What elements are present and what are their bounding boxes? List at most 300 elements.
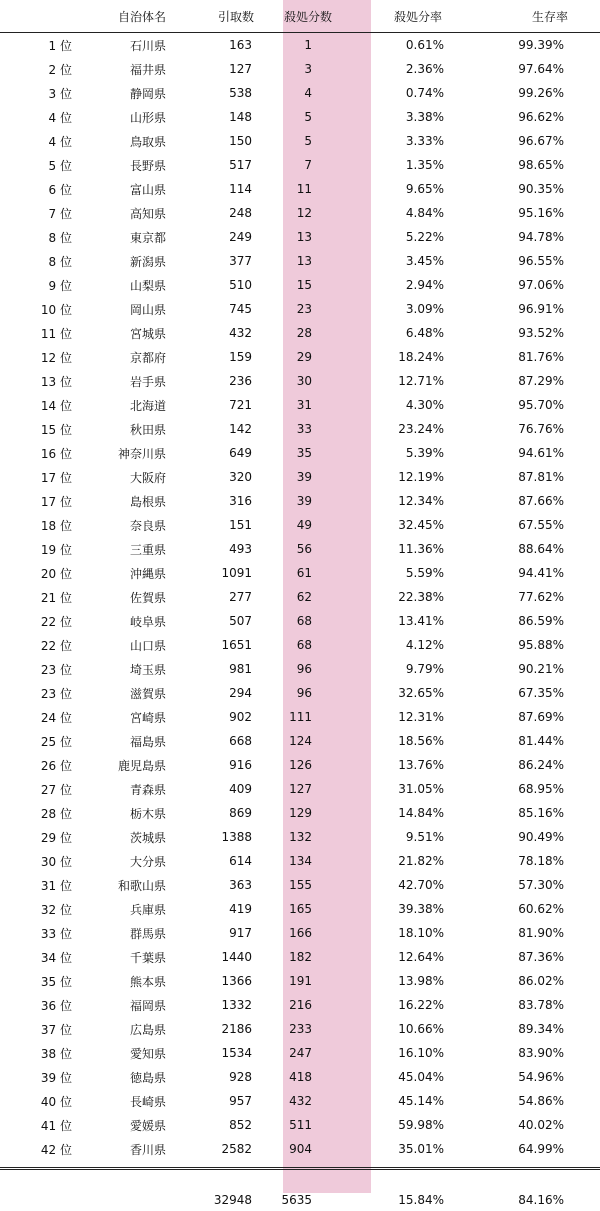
survival-cell: 90.21% — [518, 662, 564, 676]
header-rank — [0, 0, 72, 33]
kill-cell: 126 — [289, 758, 312, 772]
table-row — [0, 177, 600, 201]
name-cell: 茨城県 — [129, 830, 166, 845]
taken-cell: 902 — [229, 710, 252, 724]
table-row — [0, 345, 600, 369]
rank-label: 18 位 — [40, 518, 72, 533]
taken-cell: 142 — [229, 422, 252, 436]
survival-cell: 87.29% — [518, 374, 564, 388]
taken-cell: 2186 — [221, 1022, 252, 1036]
taken-cell: 1440 — [221, 950, 252, 964]
totals-kill: 5635 — [281, 1193, 312, 1207]
rank-label: 30 位 — [40, 854, 72, 869]
taken-cell: 316 — [229, 494, 252, 508]
kill-cell: 247 — [289, 1046, 312, 1060]
name-cell: 東京都 — [129, 230, 166, 245]
kill-cell: 233 — [289, 1022, 312, 1036]
survival-cell: 81.90% — [518, 926, 564, 940]
kill-rate-cell: 3.38% — [405, 110, 444, 124]
rank-cell — [0, 393, 72, 417]
kill-rate-cell: 16.22% — [398, 998, 444, 1012]
name-cell: 石川県 — [129, 38, 166, 53]
survival-cell: 97.64% — [518, 62, 564, 76]
table-row — [0, 393, 600, 417]
rank-cell — [0, 129, 72, 153]
kill-cell: 13 — [296, 230, 312, 244]
survival-cell: 87.66% — [518, 494, 564, 508]
kill-cell: 904 — [289, 1142, 312, 1156]
survival-cell: 81.76% — [518, 350, 564, 364]
rank-cell — [0, 105, 72, 129]
rank-label: 12 位 — [40, 350, 72, 365]
kill-cell: 61 — [296, 566, 312, 580]
taken-cell: 510 — [229, 278, 252, 292]
table-row — [0, 897, 600, 921]
rank-cell — [0, 561, 72, 585]
taken-cell: 1332 — [221, 998, 252, 1012]
name-cell: 高知県 — [129, 206, 166, 221]
kill-rate-cell: 14.84% — [398, 806, 444, 820]
table-row — [0, 1065, 600, 1089]
rank-label: 13 位 — [40, 374, 72, 389]
rank-cell — [0, 729, 72, 753]
taken-cell: 668 — [229, 734, 252, 748]
rank-label: 42 位 — [40, 1142, 72, 1157]
survival-cell: 67.35% — [518, 686, 564, 700]
kill-rate-cell: 13.76% — [398, 758, 444, 772]
table-row — [0, 129, 600, 153]
rank-label: 14 位 — [40, 398, 72, 413]
taken-cell: 419 — [229, 902, 252, 916]
kill-cell: 3 — [304, 62, 312, 76]
rank-label: 1 位 — [48, 38, 72, 53]
table-row — [0, 753, 600, 777]
rank-cell — [0, 777, 72, 801]
kill-cell: 56 — [296, 542, 312, 556]
kill-cell: 62 — [296, 590, 312, 604]
survival-cell: 68.95% — [518, 782, 564, 796]
rank-cell — [0, 585, 72, 609]
survival-cell: 89.34% — [518, 1022, 564, 1036]
taken-cell: 1651 — [221, 638, 252, 652]
survival-cell: 40.02% — [518, 1118, 564, 1132]
kill-rate-cell: 2.36% — [405, 62, 444, 76]
name-cell: 兵庫県 — [129, 902, 166, 917]
kill-rate-cell: 5.59% — [405, 566, 444, 580]
kill-cell: 29 — [296, 350, 312, 364]
survival-cell: 96.67% — [518, 134, 564, 148]
rank-label: 22 位 — [40, 638, 72, 653]
totals-divider — [0, 1167, 600, 1170]
rank-label: 36 位 — [40, 998, 72, 1013]
kill-rate-cell: 21.82% — [398, 854, 444, 868]
taken-cell: 236 — [229, 374, 252, 388]
taken-cell: 745 — [229, 302, 252, 316]
kill-cell: 96 — [296, 662, 312, 676]
kill-rate-cell: 45.14% — [398, 1094, 444, 1108]
rank-label: 29 位 — [40, 830, 72, 845]
header-survival: 生存率 — [462, 0, 600, 33]
taken-cell: 869 — [229, 806, 252, 820]
taken-cell: 1388 — [221, 830, 252, 844]
kill-cell: 28 — [296, 326, 312, 340]
survival-cell: 95.16% — [518, 206, 564, 220]
rank-cell — [0, 489, 72, 513]
survival-cell: 83.90% — [518, 1046, 564, 1060]
kill-cell: 165 — [289, 902, 312, 916]
taken-cell: 159 — [229, 350, 252, 364]
taken-cell: 493 — [229, 542, 252, 556]
header-kill-rate: 殺処分率 — [342, 0, 462, 33]
table-row — [0, 513, 600, 537]
name-cell: 徳島県 — [129, 1070, 166, 1085]
rank-label: 41 位 — [40, 1118, 72, 1133]
rank-label: 10 位 — [40, 302, 72, 317]
rank-label: 4 位 — [48, 134, 72, 149]
kill-rate-cell: 0.74% — [405, 86, 444, 100]
rank-cell — [0, 873, 72, 897]
table-row — [0, 465, 600, 489]
kill-rate-cell: 9.79% — [405, 662, 444, 676]
name-cell: 青森県 — [129, 782, 166, 797]
table-row — [0, 729, 600, 753]
rank-cell — [0, 345, 72, 369]
rank-label: 24 位 — [40, 710, 72, 725]
table-row — [0, 1113, 600, 1137]
table-row — [0, 105, 600, 129]
header-kill: 殺処分数 — [262, 0, 342, 33]
kill-cell: 432 — [289, 1094, 312, 1108]
taken-cell: 614 — [229, 854, 252, 868]
taken-cell: 649 — [229, 446, 252, 460]
survival-cell: 64.99% — [518, 1142, 564, 1156]
rank-label: 7 位 — [48, 206, 72, 221]
survival-cell: 94.41% — [518, 566, 564, 580]
rank-label: 3 位 — [48, 86, 72, 101]
taken-cell: 2582 — [221, 1142, 252, 1156]
survival-cell: 76.76% — [518, 422, 564, 436]
kill-rate-cell: 32.65% — [398, 686, 444, 700]
name-cell: 大分県 — [129, 854, 166, 869]
header-taken: 引取数 — [172, 0, 262, 33]
survival-cell: 86.59% — [518, 614, 564, 628]
rank-label: 2 位 — [48, 62, 72, 77]
survival-cell: 54.96% — [518, 1070, 564, 1084]
survival-cell: 96.55% — [518, 254, 564, 268]
kill-rate-cell: 11.36% — [398, 542, 444, 556]
kill-cell: 132 — [289, 830, 312, 844]
rank-label: 32 位 — [40, 902, 72, 917]
taken-cell: 320 — [229, 470, 252, 484]
rank-label: 9 位 — [48, 278, 72, 293]
table-row — [0, 681, 600, 705]
kill-rate-cell: 4.84% — [405, 206, 444, 220]
kill-rate-cell: 12.34% — [398, 494, 444, 508]
taken-cell: 249 — [229, 230, 252, 244]
rank-cell — [0, 969, 72, 993]
rank-label: 19 位 — [40, 542, 72, 557]
rank-cell — [0, 945, 72, 969]
kill-cell: 31 — [296, 398, 312, 412]
taken-cell: 852 — [229, 1118, 252, 1132]
name-cell: 富山県 — [129, 182, 166, 197]
survival-cell: 87.81% — [518, 470, 564, 484]
rank-label: 27 位 — [40, 782, 72, 797]
table-row — [0, 777, 600, 801]
name-cell: 佐賀県 — [129, 590, 166, 605]
taken-cell: 517 — [229, 158, 252, 172]
kill-cell: 12 — [296, 206, 312, 220]
kill-cell: 39 — [296, 494, 312, 508]
name-cell: 岐阜県 — [129, 614, 166, 629]
kill-cell: 23 — [296, 302, 312, 316]
name-cell: 新潟県 — [129, 254, 166, 269]
table-row — [0, 657, 600, 681]
survival-cell: 99.26% — [518, 86, 564, 100]
rank-cell — [0, 993, 72, 1017]
rank-cell — [0, 249, 72, 273]
kill-rate-cell: 18.56% — [398, 734, 444, 748]
kill-rate-cell: 12.31% — [398, 710, 444, 724]
survival-cell: 78.18% — [518, 854, 564, 868]
rank-label: 6 位 — [48, 182, 72, 197]
rank-cell — [0, 1113, 72, 1137]
survival-cell: 57.30% — [518, 878, 564, 892]
taken-cell: 377 — [229, 254, 252, 268]
table-row — [0, 585, 600, 609]
kill-cell: 134 — [289, 854, 312, 868]
kill-rate-cell: 12.64% — [398, 950, 444, 964]
name-cell: 熊本県 — [129, 974, 166, 989]
rank-cell — [0, 1041, 72, 1065]
survival-cell: 90.35% — [518, 182, 564, 196]
kill-rate-cell: 42.70% — [398, 878, 444, 892]
table-row — [0, 969, 600, 993]
kill-cell: 511 — [289, 1118, 312, 1132]
kill-rate-cell: 39.38% — [398, 902, 444, 916]
survival-cell: 93.52% — [518, 326, 564, 340]
rank-label: 23 位 — [40, 662, 72, 677]
kill-cell: 216 — [289, 998, 312, 1012]
table-row — [0, 609, 600, 633]
table-row — [0, 825, 600, 849]
kill-rate-cell: 35.01% — [398, 1142, 444, 1156]
survival-cell: 88.64% — [518, 542, 564, 556]
rank-label: 39 位 — [40, 1070, 72, 1085]
kill-cell: 166 — [289, 926, 312, 940]
taken-cell: 150 — [229, 134, 252, 148]
table-row — [0, 321, 600, 345]
kill-cell: 418 — [289, 1070, 312, 1084]
rank-label: 5 位 — [48, 158, 72, 173]
kill-rate-cell: 5.39% — [405, 446, 444, 460]
table-row — [0, 369, 600, 393]
rank-cell — [0, 609, 72, 633]
name-cell: 岩手県 — [129, 374, 166, 389]
taken-cell: 409 — [229, 782, 252, 796]
name-cell: 愛媛県 — [129, 1118, 166, 1133]
taken-cell: 507 — [229, 614, 252, 628]
kill-rate-cell: 6.48% — [405, 326, 444, 340]
rank-label: 23 位 — [40, 686, 72, 701]
survival-cell: 96.62% — [518, 110, 564, 124]
table-row — [0, 1089, 600, 1113]
taken-cell: 277 — [229, 590, 252, 604]
name-cell: 秋田県 — [129, 422, 166, 437]
table-row — [0, 1017, 600, 1041]
kill-rate-cell: 13.41% — [398, 614, 444, 628]
survival-cell: 87.36% — [518, 950, 564, 964]
table-row — [0, 801, 600, 825]
survival-cell: 86.24% — [518, 758, 564, 772]
kill-rate-cell: 23.24% — [398, 422, 444, 436]
taken-cell: 363 — [229, 878, 252, 892]
rank-cell — [0, 681, 72, 705]
survival-cell: 87.69% — [518, 710, 564, 724]
kill-rate-cell: 2.94% — [405, 278, 444, 292]
kill-cell: 191 — [289, 974, 312, 988]
rank-label: 35 位 — [40, 974, 72, 989]
rank-label: 26 位 — [40, 758, 72, 773]
survival-cell: 95.70% — [518, 398, 564, 412]
rank-label: 31 位 — [40, 878, 72, 893]
rank-label: 21 位 — [40, 590, 72, 605]
rank-cell — [0, 849, 72, 873]
rank-label: 22 位 — [40, 614, 72, 629]
table-row — [0, 1137, 600, 1161]
kill-rate-cell: 0.61% — [405, 38, 444, 52]
table-row — [0, 33, 600, 58]
rank-cell — [0, 57, 72, 81]
rank-cell — [0, 441, 72, 465]
kill-rate-cell: 9.65% — [405, 182, 444, 196]
rank-label: 37 位 — [40, 1022, 72, 1037]
rank-label: 11 位 — [40, 326, 72, 341]
kill-rate-cell: 4.30% — [405, 398, 444, 412]
taken-cell: 538 — [229, 86, 252, 100]
name-cell: 山形県 — [129, 110, 166, 125]
rank-cell — [0, 633, 72, 657]
kill-cell: 33 — [296, 422, 312, 436]
name-cell: 鳥取県 — [129, 134, 166, 149]
kill-cell: 30 — [296, 374, 312, 388]
kill-rate-cell: 22.38% — [398, 590, 444, 604]
taken-cell: 957 — [229, 1094, 252, 1108]
name-cell: 香川県 — [129, 1142, 166, 1157]
name-cell: 奈良県 — [129, 518, 166, 533]
taken-cell: 294 — [229, 686, 252, 700]
rank-label: 16 位 — [40, 446, 72, 461]
kill-rate-cell: 16.10% — [398, 1046, 444, 1060]
table-row — [0, 849, 600, 873]
table-row — [0, 561, 600, 585]
table-row — [0, 417, 600, 441]
name-cell: 神奈川県 — [117, 446, 166, 461]
rank-label: 8 位 — [48, 230, 72, 245]
table-row — [0, 57, 600, 81]
kill-cell: 5 — [304, 110, 312, 124]
taken-cell: 928 — [229, 1070, 252, 1084]
table-row — [0, 993, 600, 1017]
rank-cell — [0, 81, 72, 105]
survival-cell: 83.78% — [518, 998, 564, 1012]
name-cell: 鹿児島県 — [117, 758, 166, 773]
rank-label: 15 位 — [40, 422, 72, 437]
name-cell: 長崎県 — [129, 1094, 166, 1109]
kill-rate-cell: 59.98% — [398, 1118, 444, 1132]
name-cell: 和歌山県 — [117, 878, 166, 893]
kill-rate-cell: 9.51% — [405, 830, 444, 844]
survival-cell: 60.62% — [518, 902, 564, 916]
rank-label: 17 位 — [40, 494, 72, 509]
name-cell: 滋賀県 — [129, 686, 166, 701]
rank-cell — [0, 321, 72, 345]
rank-cell — [0, 513, 72, 537]
kill-cell: 4 — [304, 86, 312, 100]
kill-cell: 182 — [289, 950, 312, 964]
table-row — [0, 489, 600, 513]
name-cell: 山梨県 — [129, 278, 166, 293]
kill-rate-cell: 10.66% — [398, 1022, 444, 1036]
rank-label: 8 位 — [48, 254, 72, 269]
survival-cell: 94.78% — [518, 230, 564, 244]
survival-cell: 99.39% — [518, 38, 564, 52]
taken-cell: 127 — [229, 62, 252, 76]
taken-cell: 148 — [229, 110, 252, 124]
kill-rate-cell: 18.24% — [398, 350, 444, 364]
rank-cell — [0, 753, 72, 777]
rank-label: 28 位 — [40, 806, 72, 821]
name-cell: 千葉県 — [129, 950, 166, 965]
totals-taken: 32948 — [213, 1193, 252, 1207]
name-cell: 福島県 — [129, 734, 166, 749]
survival-cell: 67.55% — [518, 518, 564, 532]
table-row — [0, 537, 600, 561]
rank-cell — [0, 825, 72, 849]
name-cell: 愛知県 — [129, 1046, 166, 1061]
kill-rate-cell: 3.45% — [405, 254, 444, 268]
taken-cell: 981 — [229, 662, 252, 676]
rank-cell — [0, 417, 72, 441]
name-cell: 大阪府 — [129, 470, 166, 485]
rank-cell — [0, 1017, 72, 1041]
taken-cell: 1366 — [221, 974, 252, 988]
name-cell: 栃木県 — [129, 806, 166, 821]
name-cell: 広島県 — [129, 1022, 166, 1037]
kill-rate-cell: 13.98% — [398, 974, 444, 988]
rank-cell — [0, 153, 72, 177]
header-row — [0, 0, 600, 33]
name-cell: 沖縄県 — [129, 566, 166, 581]
kill-cell: 7 — [304, 158, 312, 172]
rank-cell — [0, 273, 72, 297]
name-cell: 京都府 — [129, 350, 166, 365]
kill-rate-cell: 12.19% — [398, 470, 444, 484]
kill-rate-cell: 4.12% — [405, 638, 444, 652]
rank-cell — [0, 225, 72, 249]
taken-cell: 916 — [229, 758, 252, 772]
totals-kill-rate: 15.84% — [398, 1193, 444, 1207]
kill-cell: 155 — [289, 878, 312, 892]
table-row — [0, 945, 600, 969]
rank-cell — [0, 897, 72, 921]
table-row — [0, 201, 600, 225]
taken-cell: 114 — [229, 182, 252, 196]
name-cell: 岡山県 — [129, 302, 166, 317]
kill-cell: 68 — [296, 638, 312, 652]
table-row — [0, 1041, 600, 1065]
taken-cell: 1091 — [221, 566, 252, 580]
